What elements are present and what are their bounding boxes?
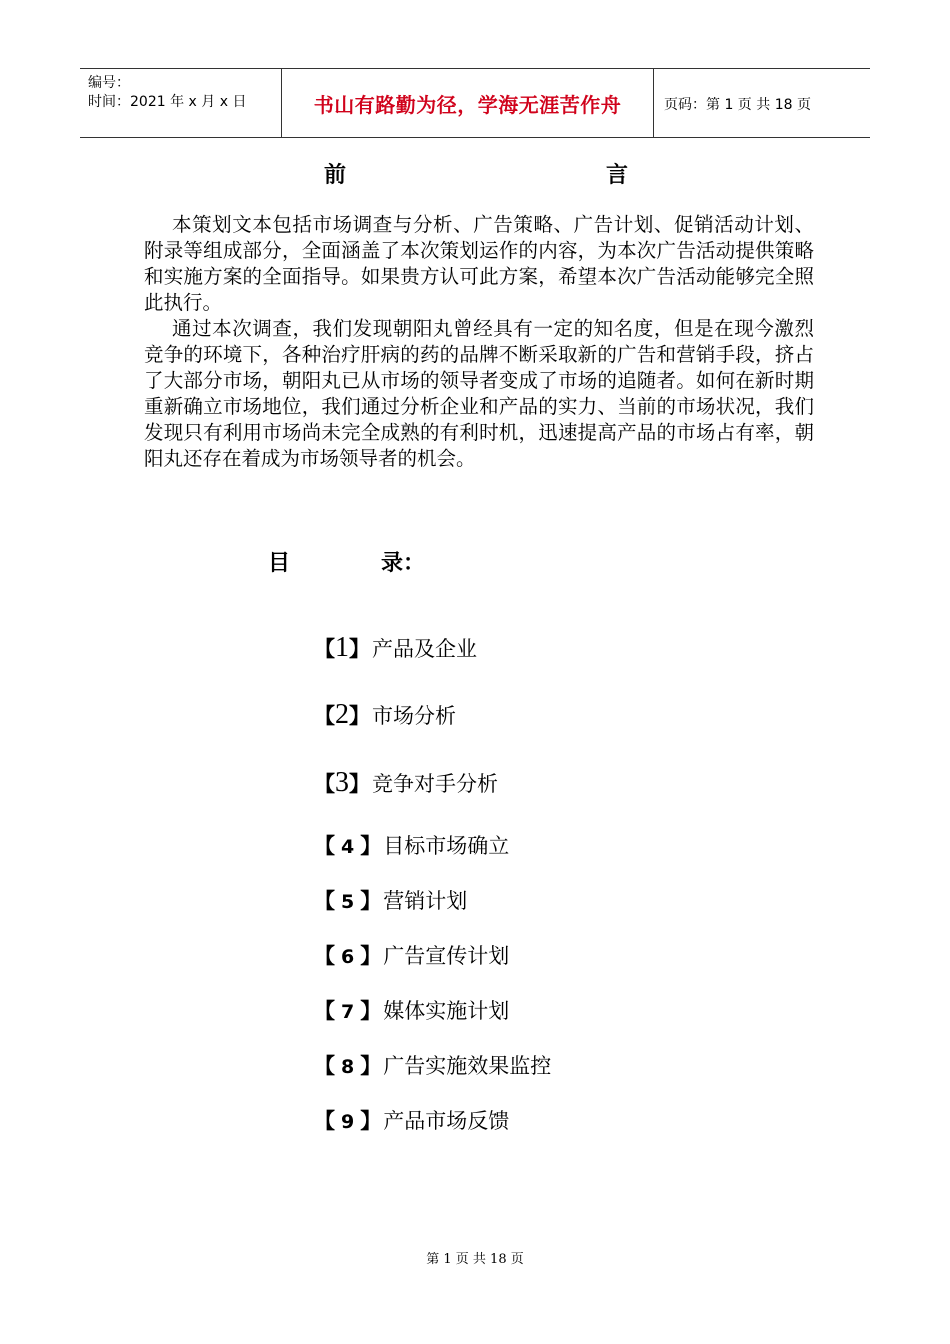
toc-title-char-2: 录： [381,550,426,576]
toc-bracket-open: 【 [314,771,335,796]
toc-item-5[interactable] [314,885,467,915]
toc-item-number: 4 [341,836,355,858]
toc-bracket-close: 】 [360,888,382,913]
toc-item-number: 9 [341,1111,355,1133]
toc-item-number: 3 [335,767,349,798]
header-page-info: 页码：第 1 页 共 18 页 [664,97,811,113]
toc-item-label: 产品及企业 [372,637,477,661]
doc-date-label: 时间：2021 年 x 月 x 日 [88,94,247,110]
toc-bracket-close: 】 [349,703,370,728]
preface-title-char-1: 前 [324,162,347,188]
doc-number-label: 编号： [88,75,130,91]
preface-paragraph-1: 本策划文本包括市场调查与分析、广告策略、广告计划、促销活动计划、附录等组成部分，全面涵盖了本次策划运作的内容，为本次广告活动提供策略和实施方案的全面指导。如果贵方认可此方案，希望本次广告活动能够完全照此执行。 [144,213,814,314]
toc-bracket-close: 】 [360,1108,382,1133]
toc-item-1[interactable] [314,632,477,664]
toc-item-label: 媒体实施计划 [383,999,510,1023]
preface-title-char-2: 言 [606,162,629,188]
toc-item-label: 竞争对手分析 [372,772,498,796]
toc-bracket-open: 【 [314,1053,335,1078]
toc-item-6[interactable] [314,940,509,970]
toc-item-label: 广告实施效果监控 [383,1054,552,1078]
toc-bracket-close: 】 [360,833,382,858]
toc-item-8[interactable] [314,1050,551,1080]
toc-bracket-open: 【 [314,1108,335,1133]
toc-bracket-close: 】 [360,1053,382,1078]
toc-item-label: 市场分析 [372,704,456,728]
toc-bracket-open: 【 [314,943,335,968]
preface-paragraph-2: 通过本次调查，我们发现朝阳丸曾经具有一定的知名度，但是在现今激烈竞争的环境下，各种治疗肝病的药的品牌不断采取新的广告和营销手段，挤占了大部分市场，朝阳丸已从市场的领导者变成了市场的追随者。如何在新时期重新确立市场地位，我们通过分析企业和产品的实力、当前的市场状况，我们发现只有利用市场尚未完全成熟的有利时机，迅速提高产品的市场占有率，朝阳丸还存在着成为市场领导者的机会。 [144,317,814,470]
toc-item-number: 8 [341,1056,355,1078]
toc-item-4[interactable] [314,830,509,860]
toc-item-label: 目标市场确立 [383,834,510,858]
toc-bracket-open: 【 [314,833,335,858]
toc-bracket-open: 【 [314,998,335,1023]
toc-item-7[interactable] [314,995,509,1025]
toc-bracket-close: 】 [360,998,382,1023]
toc-item-number: 5 [341,891,355,913]
toc-item-3[interactable] [314,767,498,799]
toc-bracket-close: 】 [349,771,370,796]
toc-item-label: 产品市场反馈 [383,1109,510,1133]
toc-item-number: 7 [341,1001,355,1023]
toc-item-number: 1 [335,632,349,663]
header-motto: 书山有路勤为径，学海无涯苦作舟 [313,93,622,117]
toc-item-9[interactable] [314,1105,509,1135]
toc-bracket-open: 【 [314,888,335,913]
toc-item-number: 6 [341,946,355,968]
toc-bracket-open: 【 [314,636,335,661]
toc-bracket-close: 】 [349,636,370,661]
toc-item-label: 广告宣传计划 [383,944,510,968]
header-page-cell [654,69,870,137]
toc-item-number: 2 [335,699,349,730]
header-meta-cell [80,69,282,137]
toc-bracket-close: 】 [360,943,382,968]
toc-item-2[interactable] [314,699,456,731]
document-header [80,68,870,138]
toc-item-label: 营销计划 [383,889,468,913]
toc-bracket-open: 【 [314,703,335,728]
header-motto-cell [282,69,654,137]
toc-title-char-1: 目 [268,550,291,576]
page-footer: 第 1 页 共 18 页 [426,1252,524,1267]
toc-title [0,546,950,578]
preface-title [0,158,950,188]
